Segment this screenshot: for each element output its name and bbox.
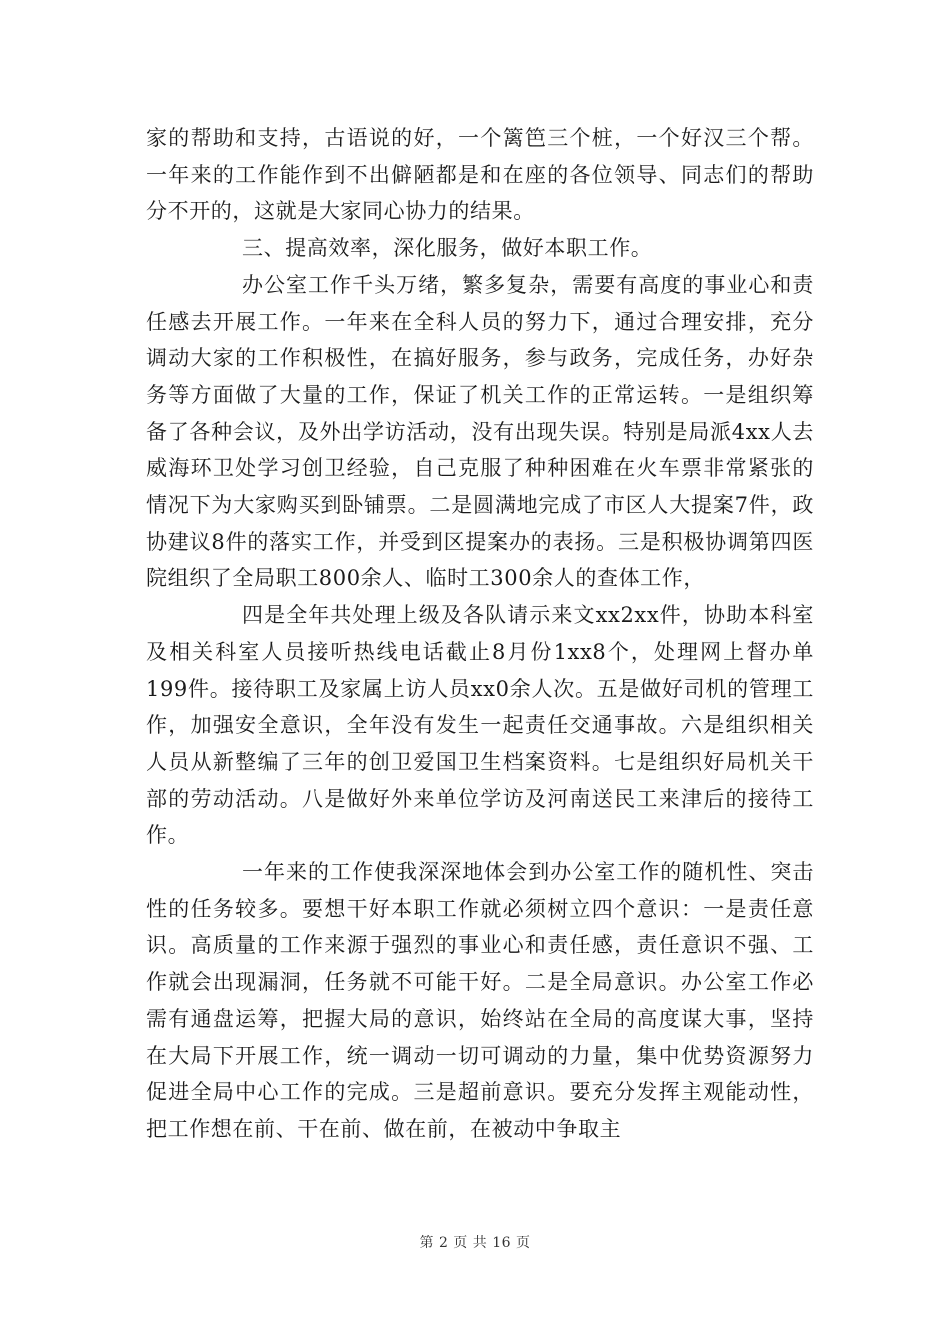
- document-body: [146, 120, 814, 1148]
- section-heading: 三、提高效率，深化服务，做好本职工作。: [242, 236, 653, 261]
- page-number-footer: 第 2 页 共 16 页: [419, 1235, 531, 1251]
- paragraph-3: 四是全年共处理上级及各队请示来文xx2xx件，协助本科室及相关科室人员接听热线电话截止8月份1xx8个，处理网上督办单199件。接待职工及家属上访人员xx0余人次。五是做好司机的管理工作，加强安全意识，全年没有发生一起责任交通事故。六是组织相关人员从新整编了三年的创卫爱国卫生档案资料。七是组织好局机关干部的劳动活动。八是做好外来单位学访及河南送民工来津后的接待工作。: [146, 603, 814, 848]
- paragraph-2: 办公室工作千头万绪，繁多复杂，需要有高度的事业心和责任感去开展工作。一年来在全科人员的努力下，通过合理安排，充分调动大家的工作积极性，在搞好服务，参与政务，完成任务，办好杂务等方面做了大量的工作，保证了机关工作的正常运转。一是组织筹备了各种会议，及外出学访活动，没有出现失误。特别是局派4xx人去威海环卫处学习创卫经验，自己克服了种种困难在火车票非常紧张的情况下为大家购买到卧铺票。二是圆满地完成了市区人大提案7件，政协建议8件的落实工作，并受到区提案办的表扬。三是积极协调第四医院组织了全局职工800余人、临时工300余人的查体工作，: [146, 272, 814, 591]
- paragraph-1: 家的帮助和支持，古语说的好，一个篱笆三个桩，一个好汉三个帮。一年来的工作能作到不出僻陋都是和在座的各位领导、同志们的帮助分不开的，这就是大家同心协力的结果。: [146, 126, 814, 224]
- paragraph-4: 一年来的工作使我深深地体会到办公室工作的随机性、突击性的任务较多。要想干好本职工作就必须树立四个意识：一是责任意识。高质量的工作来源于强烈的事业心和责任感，责任意识不强、工作就会出现漏洞，任务就不可能干好。二是全局意识。办公室工作必需有通盘运筹，把握大局的意识，始终站在全局的高度谋大事，坚持在大局下开展工作，统一调动一切可调动的力量，集中优势资源努力促进全局中心工作的完成。三是超前意识。要充分发挥主观能动性，把工作想在前、干在前、做在前，在被动中争取主: [146, 860, 814, 1141]
